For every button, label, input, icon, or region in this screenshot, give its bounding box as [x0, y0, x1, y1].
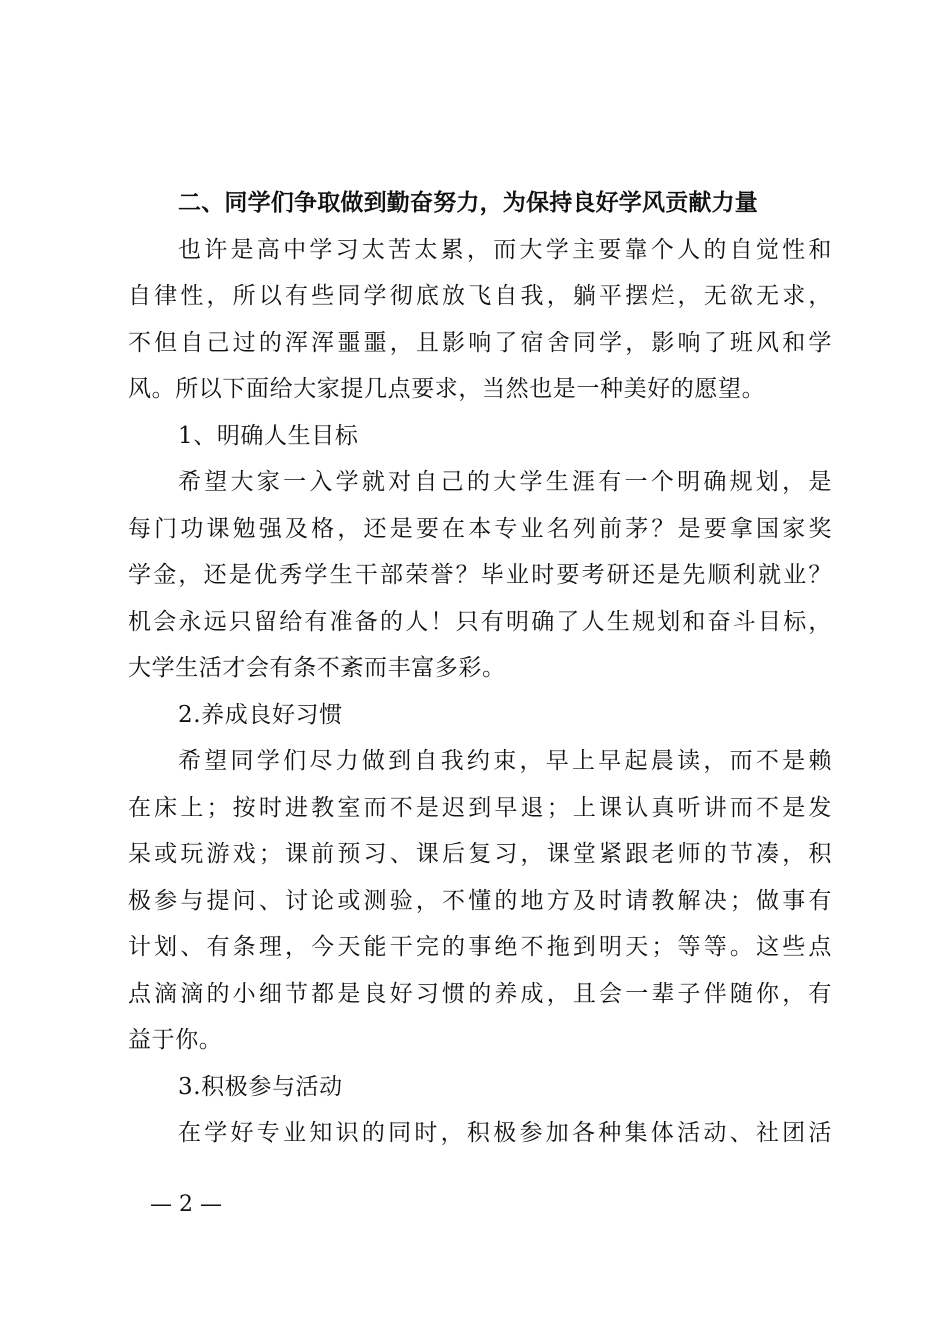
section1-line-1: 希望大家一入学就对自己的大学生涯有一个明确规划，是 — [178, 469, 832, 495]
section2-line-1: 希望同学们尽力做到自我约束，早上早起晨读，而不是赖 — [178, 748, 832, 774]
section2-line-5: 计划、有条理，今天能干完的事绝不拖到明天；等等。这些点 — [128, 934, 832, 960]
page-number: — 2 — — [150, 1192, 222, 1217]
intro-line-2: 自律性，所以有些同学彻底放飞自我，躺平摆烂，无欲无求， — [128, 283, 832, 309]
section1-line-2: 每门功课勉强及格，还是要在本专业名列前茅？是要拿国家奖 — [128, 515, 832, 542]
section2-line-2: 在床上；按时进教室而不是迟到早退；上课认真听讲而不是发 — [128, 794, 832, 821]
document-body — [128, 180, 832, 1157]
section2-line-6: 点滴滴的小细节都是良好习惯的养成，且会一辈子伴随你，有 — [128, 980, 832, 1007]
section3-title: 3.积极参与活动 — [178, 1073, 343, 1100]
section3-line-1: 在学好专业知识的同时，积极参加各种集体活动、社团活 — [178, 1120, 832, 1146]
section1-title: 1、明确人生目标 — [178, 422, 359, 449]
section1-line-3: 学金，还是优秀学生干部荣誉？毕业时要考研还是先顺利就业？ — [128, 562, 832, 588]
section2-line-3: 呆或玩游戏；课前预习、课后复习，课堂紧跟老师的节凑，积 — [128, 841, 832, 867]
section2-title: 2.养成良好习惯 — [178, 701, 343, 728]
section1-line-4: 机会永远只留给有准备的人！只有明确了人生规划和奋斗目标， — [128, 608, 832, 635]
section2-line-7: 益于你。 — [128, 1027, 223, 1053]
section1-line-5: 大学生活才会有条不紊而丰富多彩。 — [128, 655, 506, 681]
section2-line-4: 极参与提问、讨论或测验，不懂的地方及时请教解决；做事有 — [128, 887, 832, 914]
section-heading: 二、同学们争取做到勤奋努力，为保持良好学风贡献力量 — [178, 190, 758, 216]
intro-line-1: 也许是高中学习太苦太累，而大学主要靠个人的自觉性和 — [178, 236, 832, 263]
intro-line-4: 风。所以下面给大家提几点要求，当然也是一种美好的愿望。 — [128, 376, 766, 402]
intro-line-3: 不但自己过的浑浑噩噩，且影响了宿舍同学，影响了班风和学 — [128, 329, 832, 356]
